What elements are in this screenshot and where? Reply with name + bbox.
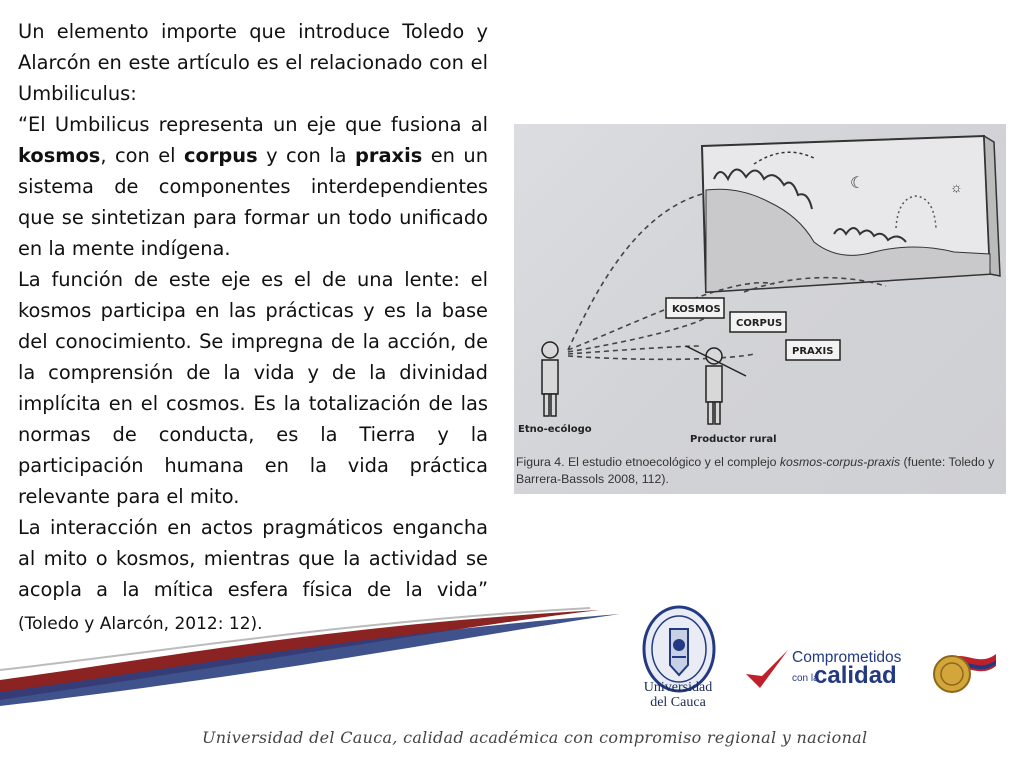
label-productor: Productor rural — [690, 434, 777, 445]
caption-text: Figura 4. El estudio etnoecológico y el complejo — [516, 455, 780, 469]
figure-illustration — [514, 124, 1006, 454]
caption-text: (fuente: Toledo y Barrera-Bassols 2008, 112). — [516, 455, 995, 486]
paragraph-umbilicus — [18, 109, 488, 264]
term-kosmos: kosmos — [18, 144, 101, 167]
figure-photo — [514, 124, 1006, 494]
label-kosmos-box — [666, 298, 724, 318]
text-segment: en un sistema de componentes interdependientes que se sintetizan para formar un todo unificado en la mente indígena. — [18, 144, 488, 260]
footer-tagline: Universidad del Cauca, calidad académica con compromiso regional y nacional — [202, 728, 868, 747]
figure-caption — [516, 454, 1004, 488]
medal-flag-icon — [928, 640, 998, 700]
svg-text:☼: ☼ — [950, 179, 963, 195]
university-line-1: Universidad — [643, 680, 713, 695]
university-name — [628, 680, 728, 710]
svg-text:☾: ☾ — [850, 175, 865, 192]
campaign-line-1: Comprometidos — [792, 649, 902, 666]
text-segment: “El Umbilicus representa un eje que fusiona al — [18, 113, 488, 136]
quality-campaign-logo — [742, 640, 1002, 700]
caption-italic: kosmos-corpus-praxis — [779, 455, 901, 469]
ethnoecologist-figure — [542, 342, 558, 416]
landscape-box — [702, 136, 1000, 292]
paragraph-intro: Un elemento importe que introduce Toledo y Alarcón en este artículo es el relacionado con el Umbiliculus: — [18, 20, 488, 105]
label-corpus-box — [730, 312, 786, 332]
paragraph-lens: La función de este eje es el de una lente: el kosmos participa en las prácticas y es la base del conocimiento. Se impregna de la acción, de la comprensión de la vida y de la divinidad implícita en el cosmos. Es la totalización de las normas de conducta, es la Tierra y la participación humana en la vida práctica relevante para el mito. — [18, 268, 488, 508]
farmer-figure — [686, 346, 746, 424]
campaign-word: calidad — [814, 662, 897, 689]
term-praxis: praxis — [355, 144, 423, 167]
label-etnoecologo: Etno-ecólogo — [518, 424, 592, 435]
checkmark-icon — [742, 646, 792, 696]
paragraph-interaction — [18, 512, 488, 640]
citation: (Toledo y Alarcón, 2012: 12). — [18, 614, 263, 634]
campaign-prefix: con la — [792, 673, 819, 684]
university-line-2: del Cauca — [650, 695, 706, 710]
slide-body-text — [18, 16, 488, 640]
text-segment: y con la — [257, 144, 356, 167]
term-corpus: corpus — [184, 144, 258, 167]
label-praxis: PRAXIS — [792, 346, 834, 357]
quote-end: La interacción en actos pragmáticos engancha al mito o kosmos, mientras que la actividad se acopla a la mítica esfera física de la vida” — [18, 516, 488, 601]
label-kosmos: KOSMOS — [672, 304, 721, 315]
text-segment: , con el — [100, 144, 184, 167]
label-corpus: CORPUS — [736, 318, 783, 329]
label-praxis-box — [786, 340, 840, 360]
